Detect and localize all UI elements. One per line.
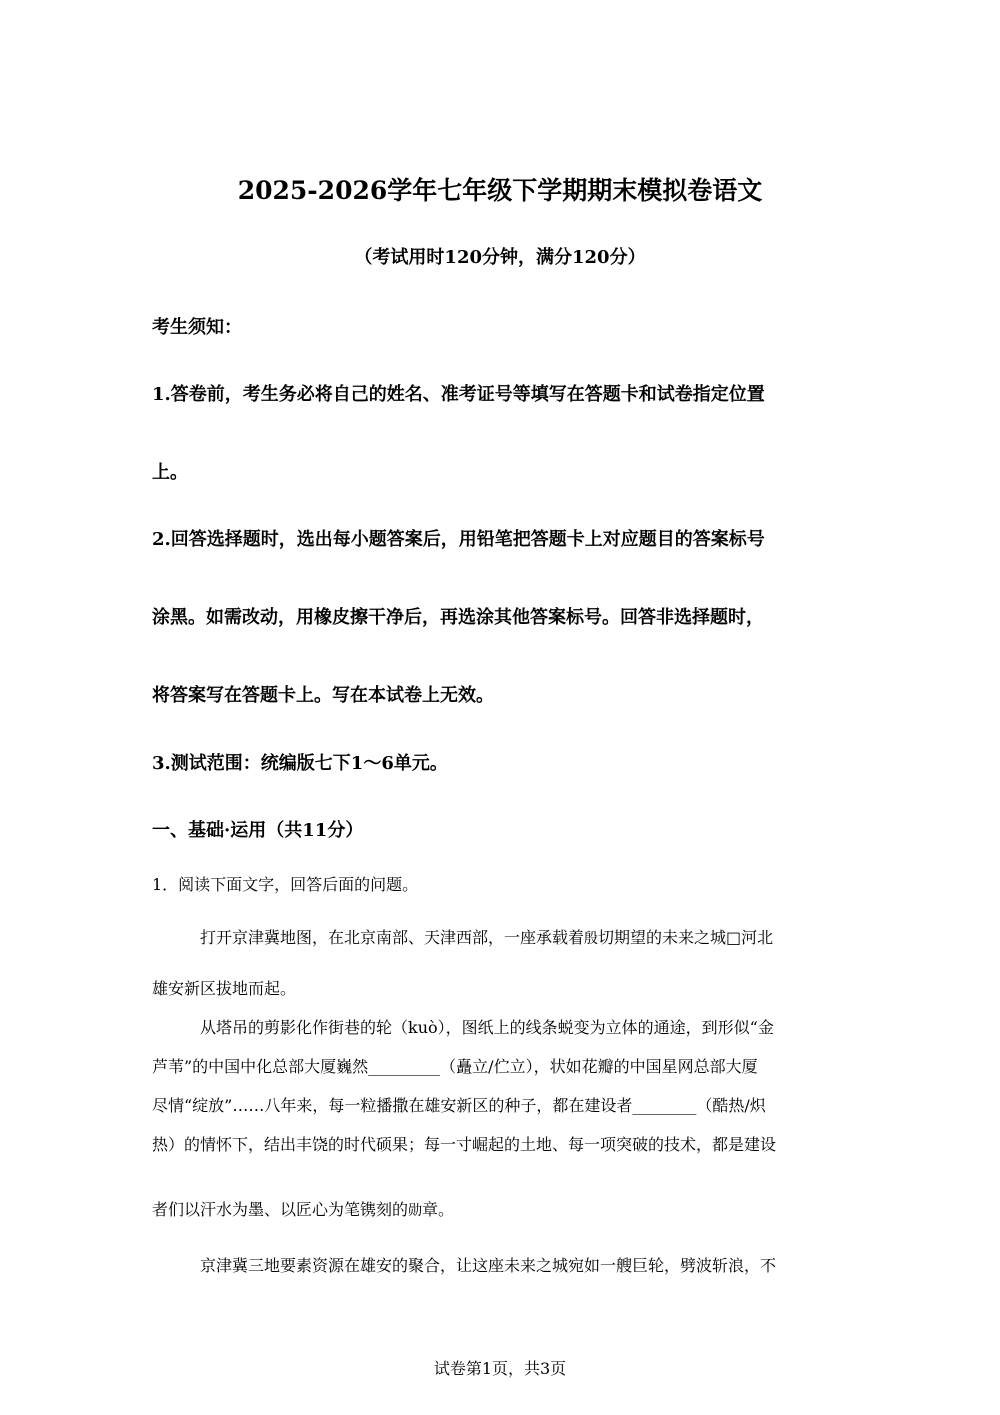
notice-item-1-line-2: 上。 <box>152 462 188 483</box>
passage-text: 打开京津冀地图，在北京南部、天津西部，一座承载着 <box>200 928 585 947</box>
notice-heading: 考生须知： <box>152 317 242 338</box>
notice-item-3: 3.测试范围：统编版七下1～6单元。 <box>152 753 448 774</box>
emphasized-character: 殷 <box>584 931 599 947</box>
page-title: 2025-2026学年七年级下学期期末模拟卷语文 <box>237 176 763 205</box>
passage-text: 章。 <box>422 1200 455 1219</box>
notice-item-2-line-2: 涂黑。如需改动，用橡皮擦干净后，再选涂其他答案标号。回答非选择题时， <box>152 607 764 628</box>
passage-paragraph-2-line-4: 热）的情怀下，结出丰饶的时代硕果；每一寸崛起的土地、每一项突破的技术，都是建设 <box>152 1135 777 1154</box>
notice-item-2-line-1: 2.回答选择题时，选出每小题答案后，用铅笔把答题卡上对应题目的答案标号 <box>152 529 765 550</box>
passage-text: 者们以汗水为墨、以匠心为笔镌刻的 <box>152 1200 409 1219</box>
passage-paragraph-1-line-2: 雄安新区拔地而起。 <box>152 979 297 998</box>
passage-paragraph-2-line-5 <box>152 1197 454 1220</box>
page-footer: 试卷第1页，共3页 <box>433 1359 567 1378</box>
passage-paragraph-1-line-1 <box>200 925 773 948</box>
passage-paragraph-2-line-3: 尽情“绽放”……八年来，每一粒播撒在雄安新区的种子，都在建设者________（酷热/炽 <box>152 1096 766 1115</box>
exam-duration-subtitle: （考试用时120分钟，满分120分） <box>354 247 646 268</box>
passage-paragraph-2-line-2: 芦苇”的中国中化总部大厦巍然_________（矗立/伫立），状如花瓣的中国星网总部大厦 <box>152 1057 758 1076</box>
question-1-prompt: 1．阅读下面文字，回答后面的问题。 <box>152 875 419 894</box>
passage-text: 切期望的未来之城□河北 <box>598 928 774 947</box>
notice-item-2-line-3: 将答案写在答题卡上。写在本试卷上无效。 <box>152 685 494 706</box>
passage-paragraph-3-line-1: 京津冀三地要素资源在雄安的聚合，让这座未来之城宛如一艘巨轮，劈波斩浪，不 <box>200 1256 777 1275</box>
notice-item-1-line-1: 1.答卷前，考生务必将自己的姓名、准考证号等填写在答题卡和试卷指定位置 <box>152 384 765 405</box>
section-1-heading: 一、基础·运用（共11分） <box>152 820 364 841</box>
passage-paragraph-2-line-1: 从塔吊的剪影化作街巷的轮（kuò），图纸上的线条蜕变为立体的通途，到形似“金 <box>200 1018 774 1037</box>
emphasized-character: 勋 <box>408 1203 423 1219</box>
